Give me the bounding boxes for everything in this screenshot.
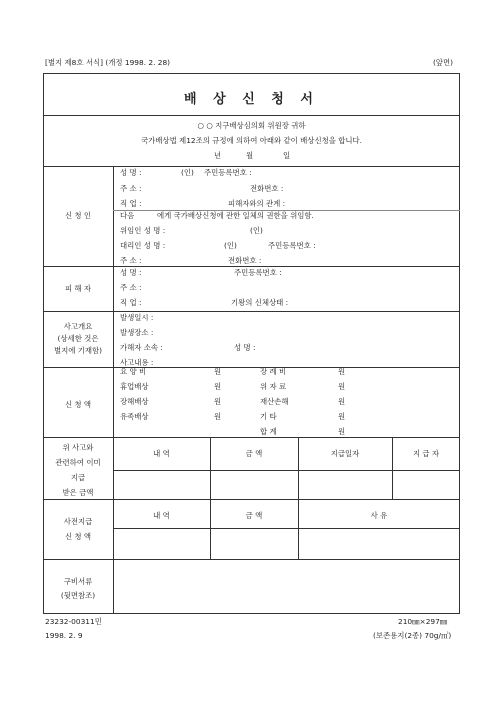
documents-label: 구비서류 xyxy=(63,577,93,586)
divider xyxy=(43,559,460,560)
divider xyxy=(113,528,460,529)
footer-date: 1998. 2. 9 xyxy=(45,631,83,640)
claim-item-won: 원 xyxy=(338,397,346,406)
victim-name: 성 명 : xyxy=(120,268,142,277)
paper-size: 210㎜×297㎜ xyxy=(398,617,448,626)
date-day: 일 xyxy=(283,151,291,160)
paper-spec: (보존용지(2종) 70g/㎡) xyxy=(373,631,452,640)
date-month: 월 xyxy=(246,151,254,160)
claim-item-won: 원 xyxy=(214,382,222,391)
delegation-prefix: 다음 xyxy=(120,211,135,220)
claim-item-won: 원 xyxy=(214,412,222,421)
claim-item-label: 유족배상 xyxy=(120,412,149,421)
divider xyxy=(43,166,460,167)
victim-condition: 기왕의 신체상태 : xyxy=(231,298,289,307)
divider xyxy=(43,266,460,267)
claim-item-label: 위 자 료 xyxy=(260,382,287,391)
applicant-rrn: 주민등록번호 : xyxy=(204,168,252,177)
divider xyxy=(113,470,460,471)
advance-label: 신 청 액 xyxy=(64,532,92,541)
documents-note: (뒷면참조) xyxy=(60,591,96,600)
claim-item-label: 요 양 비 xyxy=(120,367,147,376)
claim-item-label: 장해배상 xyxy=(120,397,149,406)
applicant-seal: (인) xyxy=(181,168,194,177)
delegation-text: 에게 국가배상신청에 관한 일체의 권한을 위임함. xyxy=(157,211,314,220)
claim-item-label: 휴업배상 xyxy=(120,382,149,391)
claim-item-won: 원 xyxy=(338,367,346,376)
col-header-detail: 내 역 xyxy=(153,511,170,520)
col-header-payer: 지 급 자 xyxy=(412,449,440,458)
applicant-label: 신 청 인 xyxy=(64,211,92,220)
claim-item-label: 장 례 비 xyxy=(260,367,287,376)
incident-date: 발생일시 : xyxy=(120,313,154,322)
agent-phone: 전화번호 : xyxy=(228,256,262,265)
claim-item-label: 기 타 xyxy=(260,412,277,421)
received-label: 위 사고와 xyxy=(62,443,94,452)
col-line xyxy=(210,437,211,499)
divider xyxy=(43,311,460,312)
agent-seal: (인) xyxy=(224,241,237,250)
col-line xyxy=(392,437,393,499)
col-header-amount: 금 액 xyxy=(245,511,263,520)
advance-label: 사전지급 xyxy=(63,517,93,526)
applicant-address: 주 소 : xyxy=(120,184,142,193)
col-header-detail: 내 역 xyxy=(153,449,170,458)
received-label: 지급 xyxy=(70,473,86,482)
agent-name: 대리인 성 명 : xyxy=(120,241,166,250)
incident-place: 발생장소 : xyxy=(120,328,154,337)
claim-item-won: 원 xyxy=(214,367,222,376)
incident-label-note: 별지에 기재함) xyxy=(53,346,103,355)
claim-label: 신 청 액 xyxy=(64,400,92,409)
delegator-name: 위임인 성 명 : xyxy=(120,226,166,235)
victim-job: 직 업 : xyxy=(120,298,142,307)
applicant-phone: 전화번호 : xyxy=(250,184,284,193)
incident-content: 사고내용 : xyxy=(120,358,154,367)
col-header-date: 지급일자 xyxy=(330,449,360,458)
received-label: 받은 금액 xyxy=(62,488,94,497)
form-code: 23232-00311민 xyxy=(45,617,102,626)
col-header-reason: 사 유 xyxy=(370,511,388,520)
form-title: 배 상 신 청 서 xyxy=(184,92,319,107)
claim-item-won: 원 xyxy=(338,412,346,421)
agent-address: 주 소 : xyxy=(120,256,142,265)
divider xyxy=(43,437,460,438)
col-header-amount: 금 액 xyxy=(245,449,263,458)
incident-label-note: (상세한 것은 xyxy=(57,334,99,343)
applicant-job: 직 업 : xyxy=(120,199,142,208)
agent-rrn: 주민등록번호 : xyxy=(268,241,316,250)
applicant-relation: 피해자와의 관계 : xyxy=(228,199,286,208)
incident-label: 사고개요 xyxy=(63,322,93,331)
col-line xyxy=(298,499,299,559)
divider xyxy=(43,367,460,368)
label-column-line xyxy=(113,166,114,614)
claim-item-won: 원 xyxy=(214,397,222,406)
divider xyxy=(43,115,460,116)
form-number: [별지 제8호 서식] (개정 1998. 2. 28) xyxy=(45,58,171,67)
applicant-name: 성 명 : xyxy=(120,168,142,177)
victim-rrn: 주민등록번호 : xyxy=(234,268,282,277)
col-line xyxy=(210,499,211,559)
col-line xyxy=(298,437,299,499)
received-label: 관련하여 이미 xyxy=(55,458,101,467)
claim-item-label: 재산손해 xyxy=(260,397,289,406)
delegator-seal: (인) xyxy=(250,226,263,235)
victim-label: 피 해 자 xyxy=(64,284,92,293)
claim-total-label: 합 계 xyxy=(260,427,277,436)
addressee: ○ ○ 지구배상심의회 위원장 귀하 xyxy=(197,121,306,130)
claim-total-won: 원 xyxy=(338,427,346,436)
page-side: (앞면) xyxy=(433,58,454,67)
claim-item-won: 원 xyxy=(338,382,346,391)
declaration: 국가배상법 제12조의 규정에 의하여 아래와 같이 배상신청을 합니다. xyxy=(141,136,362,145)
perpetrator-name: 성 명 : xyxy=(234,343,256,352)
divider xyxy=(43,499,460,500)
date-year: 년 xyxy=(214,151,222,160)
victim-address: 주 소 : xyxy=(120,283,142,292)
perpetrator-unit: 가해자 소속 : xyxy=(120,343,163,352)
